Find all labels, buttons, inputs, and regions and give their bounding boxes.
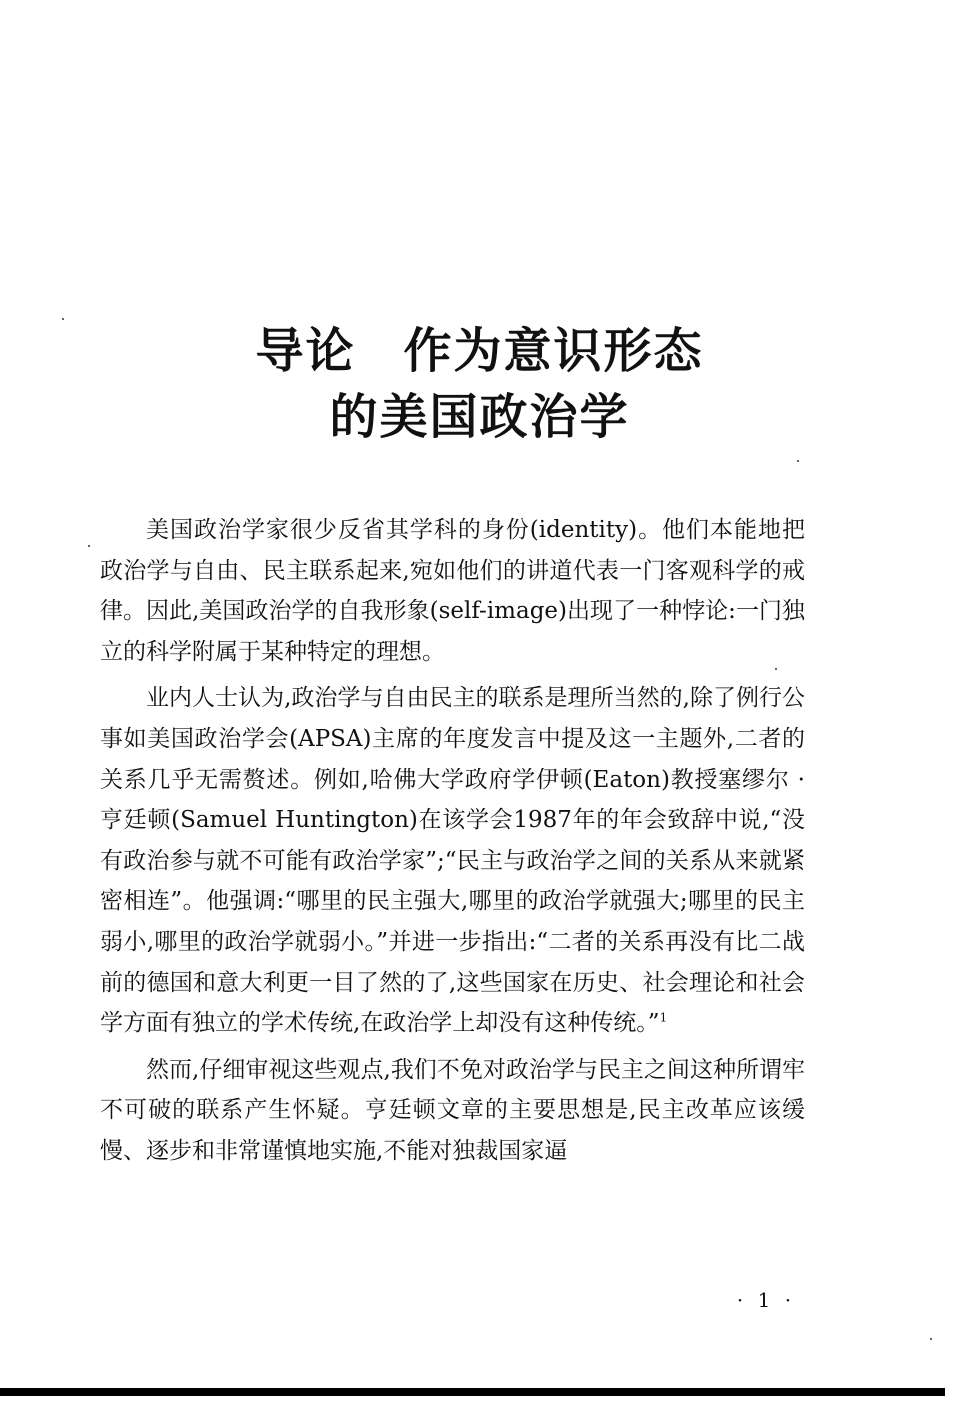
scan-speck: [775, 668, 777, 670]
paragraph-2-text: 业内人士认为,政治学与自由民主的联系是理所当然的,除了例行公事如美国政治学会(APSA)主席的年度发言中提及这一主题外,二者的关系几乎无需赘述。例如,哈佛大学政府学伊顿(Eaton)教授塞缪尔 · 亨廷顿(Samuel Huntington)在该学会1987年的年会致辞中说,“没有政治参与就不可能有政治学家”;“民主与政治学之间的关系从来就紧密相连”。他强调:“哪里的民主强大,哪里的政治学就强大;哪里的民主弱小,哪里的政治学就弱小。”并进一步指出:“二者的关系再没有比二战前的德国和意大利更一目了然的了,这些国家在历史、社会理论和社会学方面有独立的学术传统,在政治学上却没有这种传统。”: [100, 685, 805, 1037]
footnote-marker: 1: [659, 1010, 668, 1025]
body-text: [100, 510, 805, 1178]
chapter-title: [0, 318, 959, 450]
scan-speck: [930, 1338, 932, 1340]
scan-edge-bar: [0, 1388, 945, 1396]
paragraph-3: 然而,仔细审视这些观点,我们不免对政治学与民主之间这种所谓牢不可破的联系产生怀疑。亨廷顿文章的主要思想是,民主改革应该缓慢、逐步和非常谨慎地实施,不能对独裁国家逼: [100, 1056, 805, 1164]
scan-speck: [88, 545, 90, 547]
chapter-label: 导论: [255, 323, 356, 379]
scan-speck: [62, 318, 64, 320]
chapter-title-text-1: 作为意识形态: [403, 323, 704, 379]
chapter-title-line-2: 的美国政治学: [329, 389, 630, 445]
chapter-title-line-1: [0, 318, 959, 384]
paragraph-2: [100, 678, 805, 1043]
paragraph-1: 美国政治学家很少反省其学科的身份(identity)。他们本能地把政治学与自由、民主联系起来,宛如他们的讲道代表一门客观科学的戒律。因此,美国政治学的自我形象(self-image)出现了一种悖论:一门独立的科学附属于某种特定的理想。: [100, 517, 805, 665]
page-number: · 1 ·: [736, 1288, 796, 1312]
scan-speck: [797, 460, 799, 462]
